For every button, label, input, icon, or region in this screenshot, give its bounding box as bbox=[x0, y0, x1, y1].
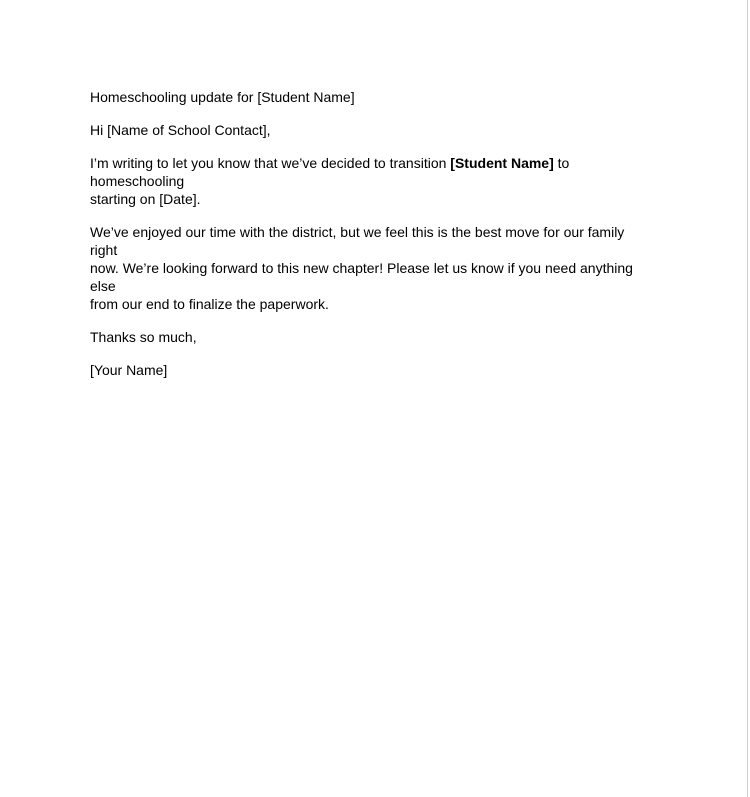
letter-signature-placeholder: [Your Name] bbox=[90, 362, 168, 378]
paragraph-line: starting on [Date]. bbox=[90, 191, 201, 207]
paragraph-line: from our end to finalize the paperwork. bbox=[90, 296, 329, 312]
text-segment: to homeschooling bbox=[90, 155, 570, 189]
letter-content bbox=[90, 88, 652, 394]
paragraph-line: now. We’re looking forward to this new chapter! Please let us know if you need anything else bbox=[90, 260, 633, 294]
letter-closing: Thanks so much, bbox=[90, 329, 197, 345]
student-name-bold-placeholder: [Student Name] bbox=[450, 155, 554, 171]
letter-greeting: Hi [Name of School Contact], bbox=[90, 122, 271, 138]
letter-paragraph-transition bbox=[90, 154, 652, 208]
letter-subject-line: Homeschooling update for [Student Name] bbox=[90, 89, 355, 105]
text-segment: I’m writing to let you know that we’ve decided to transition bbox=[90, 155, 451, 171]
page-right-edge-line bbox=[747, 0, 748, 797]
letter-paragraph-family-note bbox=[90, 223, 652, 313]
paragraph-line bbox=[90, 154, 652, 190]
paragraph-line: We’ve enjoyed our time with the district, but we feel this is the best move for our family right bbox=[90, 224, 625, 258]
